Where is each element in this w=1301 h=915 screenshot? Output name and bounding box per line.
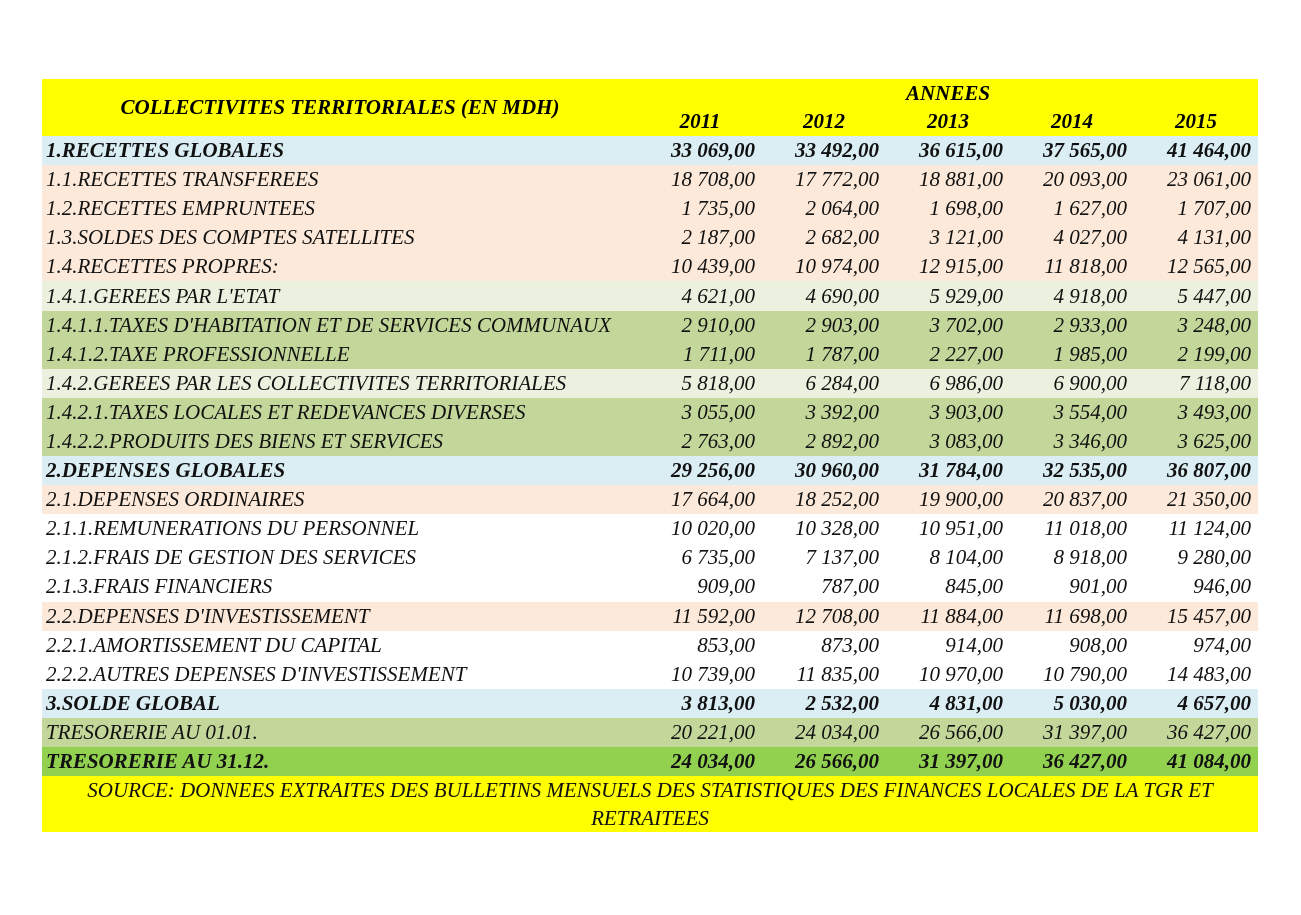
year-header: 2014 — [1010, 107, 1134, 136]
value-cell: 6 284,00 — [805, 370, 879, 395]
value-cell: 10 739,00 — [671, 661, 755, 686]
value-cell: 11 592,00 — [672, 603, 755, 628]
value-cell: 1 711,00 — [683, 341, 755, 366]
value-cell: 4 621,00 — [681, 283, 755, 308]
row-label: 1.2.RECETTES EMPRUNTEES — [46, 196, 315, 221]
value-cell: 29 256,00 — [671, 458, 755, 483]
header-row-group — [42, 79, 1258, 107]
value-cell: 8 104,00 — [929, 545, 1003, 570]
table-row — [42, 340, 1258, 369]
value-cell: 2 532,00 — [805, 690, 879, 715]
value-cell: 11 018,00 — [1044, 516, 1127, 541]
value-cell: 5 030,00 — [1053, 690, 1127, 715]
row-label: TRESORERIE AU 31.12. — [46, 749, 270, 774]
value-cell: 3 121,00 — [929, 225, 1003, 250]
value-cell: 3 346,00 — [1053, 428, 1127, 453]
value-cell: 17 772,00 — [795, 167, 879, 192]
value-cell: 5 929,00 — [929, 283, 1003, 308]
value-cell: 12 708,00 — [795, 603, 879, 628]
value-cell: 11 818,00 — [1044, 254, 1127, 279]
value-cell: 2 892,00 — [805, 428, 879, 453]
table-row — [42, 194, 1258, 223]
value-cell: 6 735,00 — [681, 545, 755, 570]
value-cell: 41 084,00 — [1167, 749, 1252, 774]
value-cell: 1 707,00 — [1177, 196, 1252, 221]
value-cell: 901,00 — [1069, 574, 1127, 599]
value-cell: 21 350,00 — [1167, 487, 1252, 512]
value-cell: 4 918,00 — [1053, 283, 1127, 308]
value-cell: 18 881,00 — [919, 167, 1003, 192]
value-cell: 3 493,00 — [1177, 399, 1252, 424]
value-cell: 2 933,00 — [1053, 312, 1127, 337]
value-cell: 36 615,00 — [919, 138, 1003, 163]
table-row — [42, 543, 1258, 572]
table-row — [42, 747, 1258, 776]
value-cell: 3 392,00 — [805, 399, 879, 424]
value-cell: 32 535,00 — [1043, 458, 1127, 483]
value-cell: 2 910,00 — [681, 312, 755, 337]
table-row — [42, 311, 1258, 340]
value-cell: 2 763,00 — [681, 428, 755, 453]
value-cell: 14 483,00 — [1167, 661, 1252, 686]
table-row — [42, 456, 1258, 485]
source-note: SOURCE: DONNEES EXTRAITES DES BULLETINS MENSUELS DES STATISTIQUES DES FINANCES LOCALES DE LA TGR ET RETRAITEES — [42, 776, 1258, 832]
value-cell: 4 027,00 — [1053, 225, 1127, 250]
table-row — [42, 369, 1258, 398]
value-cell: 31 784,00 — [919, 458, 1003, 483]
value-cell: 20 093,00 — [1043, 167, 1127, 192]
value-cell: 2 187,00 — [681, 225, 755, 250]
table-row — [42, 281, 1258, 310]
value-cell: 2 227,00 — [929, 341, 1003, 366]
row-label: 2.1.1.REMUNERATIONS DU PERSONNEL — [46, 516, 420, 541]
value-cell: 11 884,00 — [920, 603, 1003, 628]
value-cell: 914,00 — [945, 632, 1003, 657]
row-label: TRESORERIE AU 01.01. — [46, 719, 258, 744]
table-row — [42, 223, 1258, 252]
value-cell: 10 439,00 — [671, 254, 755, 279]
table-row — [42, 398, 1258, 427]
row-label: 2.1.3.FRAIS FINANCIERS — [46, 574, 273, 599]
value-cell: 10 020,00 — [671, 516, 755, 541]
row-label: 1.1.RECETTES TRANSFEREES — [46, 167, 319, 192]
value-cell: 6 986,00 — [929, 370, 1003, 395]
value-cell: 9 280,00 — [1177, 545, 1252, 570]
value-cell: 3 903,00 — [929, 399, 1003, 424]
value-cell: 3 702,00 — [929, 312, 1003, 337]
row-label: 2.2.DEPENSES D'INVESTISSEMENT — [46, 603, 370, 628]
table-row — [42, 660, 1258, 689]
value-cell: 3 625,00 — [1177, 428, 1252, 453]
value-cell: 4 690,00 — [805, 283, 879, 308]
value-cell: 6 900,00 — [1053, 370, 1127, 395]
table-row — [42, 514, 1258, 543]
value-cell: 974,00 — [1193, 632, 1252, 657]
value-cell: 908,00 — [1069, 632, 1127, 657]
value-cell: 30 960,00 — [795, 458, 879, 483]
value-cell: 20 837,00 — [1043, 487, 1127, 512]
value-cell: 31 397,00 — [919, 749, 1003, 774]
value-cell: 4 131,00 — [1177, 225, 1252, 250]
value-cell: 3 554,00 — [1053, 399, 1127, 424]
table-row — [42, 718, 1258, 747]
value-cell: 1 698,00 — [929, 196, 1003, 221]
table-row — [42, 136, 1258, 165]
value-cell: 19 900,00 — [919, 487, 1003, 512]
table-row — [42, 252, 1258, 281]
years-group-header: ANNEES — [638, 79, 1258, 107]
value-cell: 5 447,00 — [1177, 283, 1252, 308]
row-label: 1.4.2.1.TAXES LOCALES ET REDEVANCES DIVERSES — [46, 399, 526, 424]
value-cell: 36 427,00 — [1167, 719, 1252, 744]
value-cell: 33 492,00 — [795, 138, 879, 163]
row-label: 1.4.2.GEREES PAR LES COLLECTIVITES TERRITORIALES — [46, 370, 567, 395]
row-label: 2.1.2.FRAIS DE GESTION DES SERVICES — [46, 545, 416, 570]
value-cell: 10 328,00 — [795, 516, 879, 541]
value-cell: 7 137,00 — [805, 545, 879, 570]
value-cell: 2 682,00 — [805, 225, 879, 250]
value-cell: 845,00 — [945, 574, 1003, 599]
value-cell: 33 069,00 — [671, 138, 755, 163]
value-cell: 26 566,00 — [919, 719, 1003, 744]
value-cell: 787,00 — [821, 574, 879, 599]
row-label: 1.4.1.2.TAXE PROFESSIONNELLE — [46, 341, 350, 366]
value-cell: 946,00 — [1193, 574, 1252, 599]
value-cell: 3 813,00 — [681, 690, 755, 715]
value-cell: 23 061,00 — [1167, 167, 1252, 192]
value-cell: 4 831,00 — [929, 690, 1003, 715]
row-label: 2.DEPENSES GLOBALES — [46, 458, 286, 483]
value-cell: 8 918,00 — [1053, 545, 1127, 570]
value-cell: 11 698,00 — [1044, 603, 1127, 628]
value-cell: 24 034,00 — [795, 719, 879, 744]
value-cell: 24 034,00 — [671, 749, 755, 774]
value-cell: 1 985,00 — [1053, 341, 1127, 366]
value-cell: 10 951,00 — [919, 516, 1003, 541]
table-row — [42, 689, 1258, 718]
value-cell: 3 083,00 — [929, 428, 1003, 453]
value-cell: 18 708,00 — [671, 167, 755, 192]
value-cell: 12 565,00 — [1167, 254, 1252, 279]
value-cell: 909,00 — [697, 574, 755, 599]
table-row — [42, 165, 1258, 194]
value-cell: 20 221,00 — [671, 719, 755, 744]
table-title: COLLECTIVITES TERRITORIALES (EN MDH) — [42, 79, 638, 136]
table-row — [42, 631, 1258, 660]
row-label: 1.4.2.2.PRODUITS DES BIENS ET SERVICES — [46, 428, 444, 453]
table-row — [42, 485, 1258, 514]
value-cell: 10 974,00 — [795, 254, 879, 279]
value-cell: 853,00 — [697, 632, 755, 657]
finance-table — [42, 79, 1258, 832]
year-header: 2011 — [638, 107, 762, 136]
year-header: 2013 — [886, 107, 1010, 136]
row-label: 1.3.SOLDES DES COMPTES SATELLITES — [46, 225, 415, 250]
row-label: 3.SOLDE GLOBAL — [46, 690, 220, 715]
value-cell: 11 835,00 — [796, 661, 879, 686]
value-cell: 5 818,00 — [681, 370, 755, 395]
value-cell: 26 566,00 — [795, 749, 879, 774]
value-cell: 12 915,00 — [919, 254, 1003, 279]
table-row — [42, 427, 1258, 456]
row-label: 1.RECETTES GLOBALES — [46, 138, 285, 163]
value-cell: 3 248,00 — [1177, 312, 1252, 337]
value-cell: 37 565,00 — [1043, 138, 1127, 163]
value-cell: 873,00 — [821, 632, 879, 657]
value-cell: 7 118,00 — [1179, 370, 1252, 395]
value-cell: 41 464,00 — [1167, 138, 1252, 163]
value-cell: 36 427,00 — [1043, 749, 1127, 774]
finance-table-container — [42, 79, 1258, 832]
row-label: 1.4.RECETTES PROPRES: — [46, 254, 279, 279]
value-cell: 15 457,00 — [1167, 603, 1252, 628]
table-row — [42, 602, 1258, 631]
row-label: 2.2.1.AMORTISSEMENT DU CAPITAL — [46, 632, 382, 657]
row-label: 1.4.1.1.TAXES D'HABITATION ET DE SERVICES COMMUNAUX — [46, 312, 612, 337]
value-cell: 31 397,00 — [1043, 719, 1127, 744]
table-row — [42, 572, 1258, 601]
value-cell: 1 627,00 — [1053, 196, 1127, 221]
value-cell: 2 199,00 — [1177, 341, 1252, 366]
value-cell: 1 735,00 — [681, 196, 755, 221]
value-cell: 10 790,00 — [1043, 661, 1127, 686]
value-cell: 3 055,00 — [681, 399, 755, 424]
value-cell: 2 064,00 — [805, 196, 879, 221]
value-cell: 10 970,00 — [919, 661, 1003, 686]
value-cell: 1 787,00 — [805, 341, 879, 366]
value-cell: 17 664,00 — [671, 487, 755, 512]
row-label: 1.4.1.GEREES PAR L'ETAT — [46, 283, 280, 308]
row-label: 2.1.DEPENSES ORDINAIRES — [46, 487, 305, 512]
table-body — [42, 136, 1258, 776]
row-label: 2.2.2.AUTRES DEPENSES D'INVESTISSEMENT — [46, 661, 467, 686]
value-cell: 11 124,00 — [1168, 516, 1252, 541]
value-cell: 4 657,00 — [1177, 690, 1252, 715]
value-cell: 36 807,00 — [1167, 458, 1252, 483]
value-cell: 18 252,00 — [795, 487, 879, 512]
year-header: 2012 — [762, 107, 886, 136]
value-cell: 2 903,00 — [805, 312, 879, 337]
year-header: 2015 — [1134, 107, 1258, 136]
source-row — [42, 776, 1258, 832]
